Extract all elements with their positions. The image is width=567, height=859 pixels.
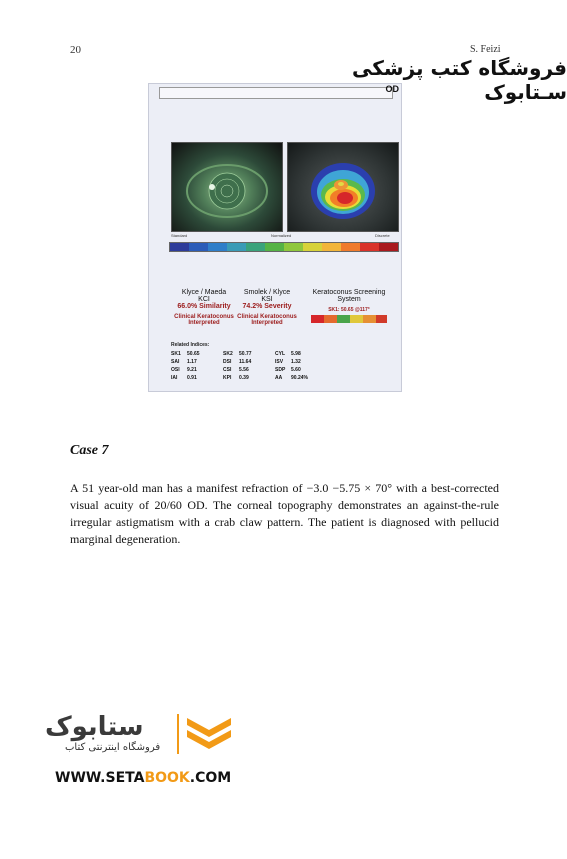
store-url[interactable] (55, 770, 231, 786)
index-label: KPI (223, 375, 232, 381)
screening-bar (309, 313, 389, 325)
legend-swatch (284, 243, 303, 251)
klyce-interp: Clinical Keratoconus Interpreted (174, 314, 234, 326)
store-watermark: فروشگاه کتب پزشکی سـتابوک (352, 56, 567, 104)
eye-image (172, 143, 282, 231)
case-heading: Case 7 (70, 443, 109, 458)
legend-swatch (379, 243, 398, 251)
legend-swatch (360, 243, 379, 251)
page-number: 20 (70, 44, 81, 56)
legend-swatch (227, 243, 246, 251)
logo-subtitle: فروشگاه اینترنتی کتاب (65, 742, 161, 753)
panel-label-normalized: Normalized (271, 233, 292, 238)
index-value: 50.65 (187, 351, 200, 357)
klyce-block (169, 289, 239, 326)
index-value: 5.98 (291, 351, 301, 357)
screening-title: Keratoconus Screening System (312, 289, 386, 303)
klyce-kci: KCI (198, 296, 210, 303)
index-value: 90.24% (291, 375, 308, 381)
index-value: 1.17 (187, 359, 197, 365)
url-main: WWW.SETA (55, 770, 145, 786)
index-label: AA (275, 375, 283, 381)
table-row (171, 374, 371, 382)
index-value: 5.56 (239, 367, 249, 373)
index-value: 0.91 (187, 375, 197, 381)
screening-sk: SK1: 50.65 @117° (328, 307, 370, 313)
legend-swatch (265, 243, 284, 251)
index-label: SK1 (171, 351, 181, 357)
table-row (171, 350, 371, 358)
smolek-block (232, 289, 302, 326)
klyce-title: Klyce / Maeda (181, 289, 227, 296)
legend-swatch (341, 243, 360, 251)
figure-header-bar (159, 87, 393, 99)
logo-wordmark: ستابوک (45, 712, 144, 742)
book-chevron-icon (185, 712, 235, 756)
table-row (171, 358, 371, 366)
panel-label-discrete: Discrete (375, 233, 390, 238)
eye-label: OD (385, 84, 399, 94)
smolek-interp: Clinical Keratoconus Interpreted (237, 314, 297, 326)
table-row (171, 366, 371, 374)
topography-map (288, 143, 398, 231)
case-paragraph: A 51 year-old man has a manifest refraction of −3.0 −5.75 × 70° with a best-corrected visual acuity of 20/60 OD. The corneal topography demonstrates an against-the-rule irregular astigmatism with a crab claw pattern. The patient is diagnosed with pellucid marginal degeneration. (70, 481, 499, 546)
index-label: CYL (275, 351, 285, 357)
url-accent: BOOK (144, 770, 190, 786)
related-indices-table (171, 350, 371, 382)
topography-figure (148, 83, 402, 392)
index-value: 9.21 (187, 367, 197, 373)
legend-swatch (322, 243, 341, 251)
color-scale-legend (169, 242, 399, 252)
index-label: OSI (171, 367, 180, 373)
index-value: 0.39 (239, 375, 249, 381)
legend-swatch (246, 243, 265, 251)
url-end: .COM (189, 770, 232, 786)
index-label: ISV (275, 359, 284, 365)
legend-swatch (170, 243, 189, 251)
panel-label-standard: Standard (171, 233, 188, 238)
index-label: SK2 (223, 351, 233, 357)
legend-swatch (208, 243, 227, 251)
index-label: SAI (171, 359, 180, 365)
index-label: IAI (171, 375, 178, 381)
index-value: 5.60 (291, 367, 301, 373)
related-indices-title: Related Indices: (171, 342, 210, 348)
index-value: 50.77 (239, 351, 252, 357)
index-label: SDP (275, 367, 286, 373)
legend-swatch (303, 243, 322, 251)
smolek-title: Smolek / Klyce (243, 289, 291, 296)
topography-map-panel (287, 142, 399, 232)
eye-image-panel (171, 142, 283, 232)
legend-swatch (189, 243, 208, 251)
setabook-logo (45, 712, 245, 802)
logo-divider (177, 714, 179, 754)
index-value: 11.64 (239, 359, 252, 365)
index-value: 1.32 (291, 359, 301, 365)
screening-block (309, 289, 389, 327)
smolek-ksi: KSI (261, 296, 273, 303)
running-head-author: S. Feizi (470, 44, 501, 55)
smolek-severity: 74.2% Severity (242, 303, 292, 310)
index-label: DSI (223, 359, 232, 365)
klyce-similarity: 66.0% Similarity (177, 303, 231, 310)
index-label: CSI (223, 367, 232, 373)
